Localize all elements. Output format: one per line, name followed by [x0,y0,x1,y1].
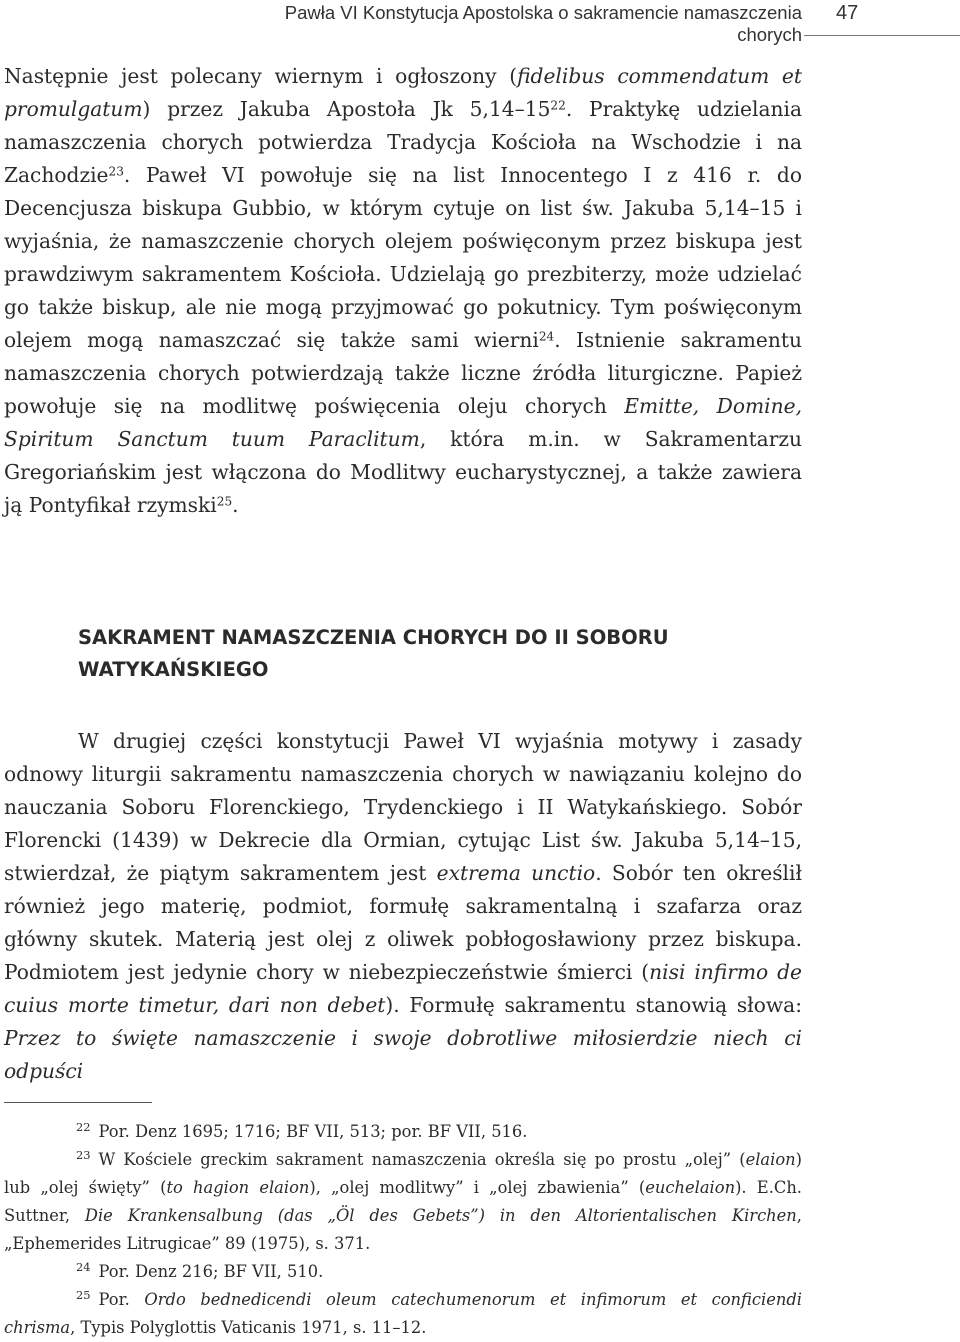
footnote-italic: elaion [745,1150,796,1169]
footnote-text: ) lub „olej święty” ( [4,1150,802,1197]
footnote-italic: Die Krankensalbung (das „Öl des Gebets”) in den Altorientalischen Kirchen [84,1206,797,1225]
text-run: ). Formułę sakramentu stanowią słowa: [385,993,802,1017]
footnote-text: , „Ephemerides Litrugicae” 89 (1975), s. 371. [4,1206,802,1253]
footnote-italic: euchelaion [645,1178,736,1197]
latin-phrase: fidelibus commendatum et promulgatum [4,64,802,121]
footnote-text: ). E.Ch. Suttner, [4,1178,802,1225]
footnote-number: 25 [76,1288,91,1303]
footnote-22 [4,1118,802,1146]
footnotes [4,1118,802,1342]
footnote-italic: to hagion elaion [166,1178,310,1197]
text-run: W drugiej części konstytucji Paweł VI wyjaśnia motywy i zasady odnowy liturgii sakramentu namaszczenia chorych w nawiązaniu kolejno do nauczania Soboru Florenckiego, Trydenckiego i II Watykańskiego. Sobór Florencki (1439) w Dekrecie dla Ormian, cytując List św. Jakuba 5,14–15, stwierdzał, że piątym sakramentem jest [4,729,802,885]
footnote-ref-23[interactable]: 23 [108,164,124,179]
footnote-text: Por. [98,1290,145,1309]
footnote-italic: Ordo bednedicendi oleum catechumenorum et infimorum et conficiendi chrisma [4,1290,802,1337]
text-run: ) przez Jakuba Apostoła Jk 5,14–15 [142,97,551,121]
latin-phrase: nisi infirmo de cuius morte timetur, dari non debet [4,960,802,1017]
footnote-text: Por. Denz 216; BF VII, 510. [98,1262,324,1281]
running-header-title: Pawła VI Konstytucja Apostolska o sakramencie namaszczenia chorych [284,2,802,45]
header-rule [804,35,960,36]
footnote-text: ), „olej modlitwy” i „olej zbawienia” ( [309,1178,646,1197]
text-run: . Sobór ten określił również jego materię, podmiot, formułę sakramentalną i szafarza oraz główny skutek. Materią jest olej z oliwek pobłogosławiony przez biskupa. Podmiotem jest jedynie chory w niebezpieczeństwie śmierci ( [4,861,803,984]
quoted-formula: Przez to święte namaszczenie i swoje dobrotliwe miłosierdzie niech ci odpuści [4,1026,802,1083]
latin-phrase: extrema unctio [436,861,596,885]
text-run: , która m.in. w Sakramentarzu Gregoriańskim jest włączona do Modlitwy eucharystycznej, a także zawiera ją Pontyfikał rzymski [4,427,803,517]
footnote-number: 24 [76,1260,91,1275]
text-run: Następnie jest polecany wiernym i ogłoszony ( [4,64,518,88]
footnote-text: , Typis Polyglottis Vaticanis 1971, s. 11–12. [70,1318,427,1337]
footnote-ref-24[interactable]: 24 [538,329,555,344]
footnote-ref-25[interactable]: 25 [216,494,233,509]
footnote-ref-22[interactable]: 22 [550,98,566,113]
footnote-text: W Kościele greckim sakrament namaszczenia określa się po prostu „olej” ( [98,1150,746,1169]
footnote-24 [4,1258,802,1286]
text-run: . [232,493,239,517]
footnote-separator [4,1102,152,1103]
footnote-number: 22 [76,1120,91,1135]
page-number: 47 [836,2,859,24]
footnote-23 [4,1146,802,1258]
text-run: . Praktykę udzielania namaszczenia chorych potwierdza Tradycja Kościoła na Wschodzie i na Zachodzie [4,97,802,187]
text-run: . Istnienie sakramentu namaszczenia chorych potwierdzają także liczne źródła liturgiczne. Papież powołuje się na modlitwę poświęcenia oleju chorych [4,328,802,418]
footnote-number: 23 [76,1148,91,1163]
body-paragraph-1 [4,60,802,522]
latin-phrase: Emitte, Domine, Spiritum Sanctum tuum Paraclitum [4,394,802,451]
section-heading: SAKRAMENT NAMASZCZENIA CHORYCH DO II SOBORU WATYKAŃSKIEGO [78,626,669,681]
text-run: . Paweł VI powołuje się na list Innocentego I z 416 r. do Decencjusza biskupa Gubbio, w którym cytuje on list św. Jakuba 5,14–15 i wyjaśnia, że namaszczenie chorych olejem poświęconym przez biskupa jest prawdziwym sakramentem Kościoła. Udzielają go prezbiterzy, może udzielać go także biskup, ale nie mogą przyjmować go pokutnicy. Tym poświęconym olejem mogą namaszczać się także sami wierni [4,163,802,352]
footnote-text: Por. Denz 1695; 1716; BF VII, 513; por. BF VII, 516. [98,1122,528,1141]
body-paragraph-2 [4,725,802,1088]
footnote-25 [4,1286,802,1342]
